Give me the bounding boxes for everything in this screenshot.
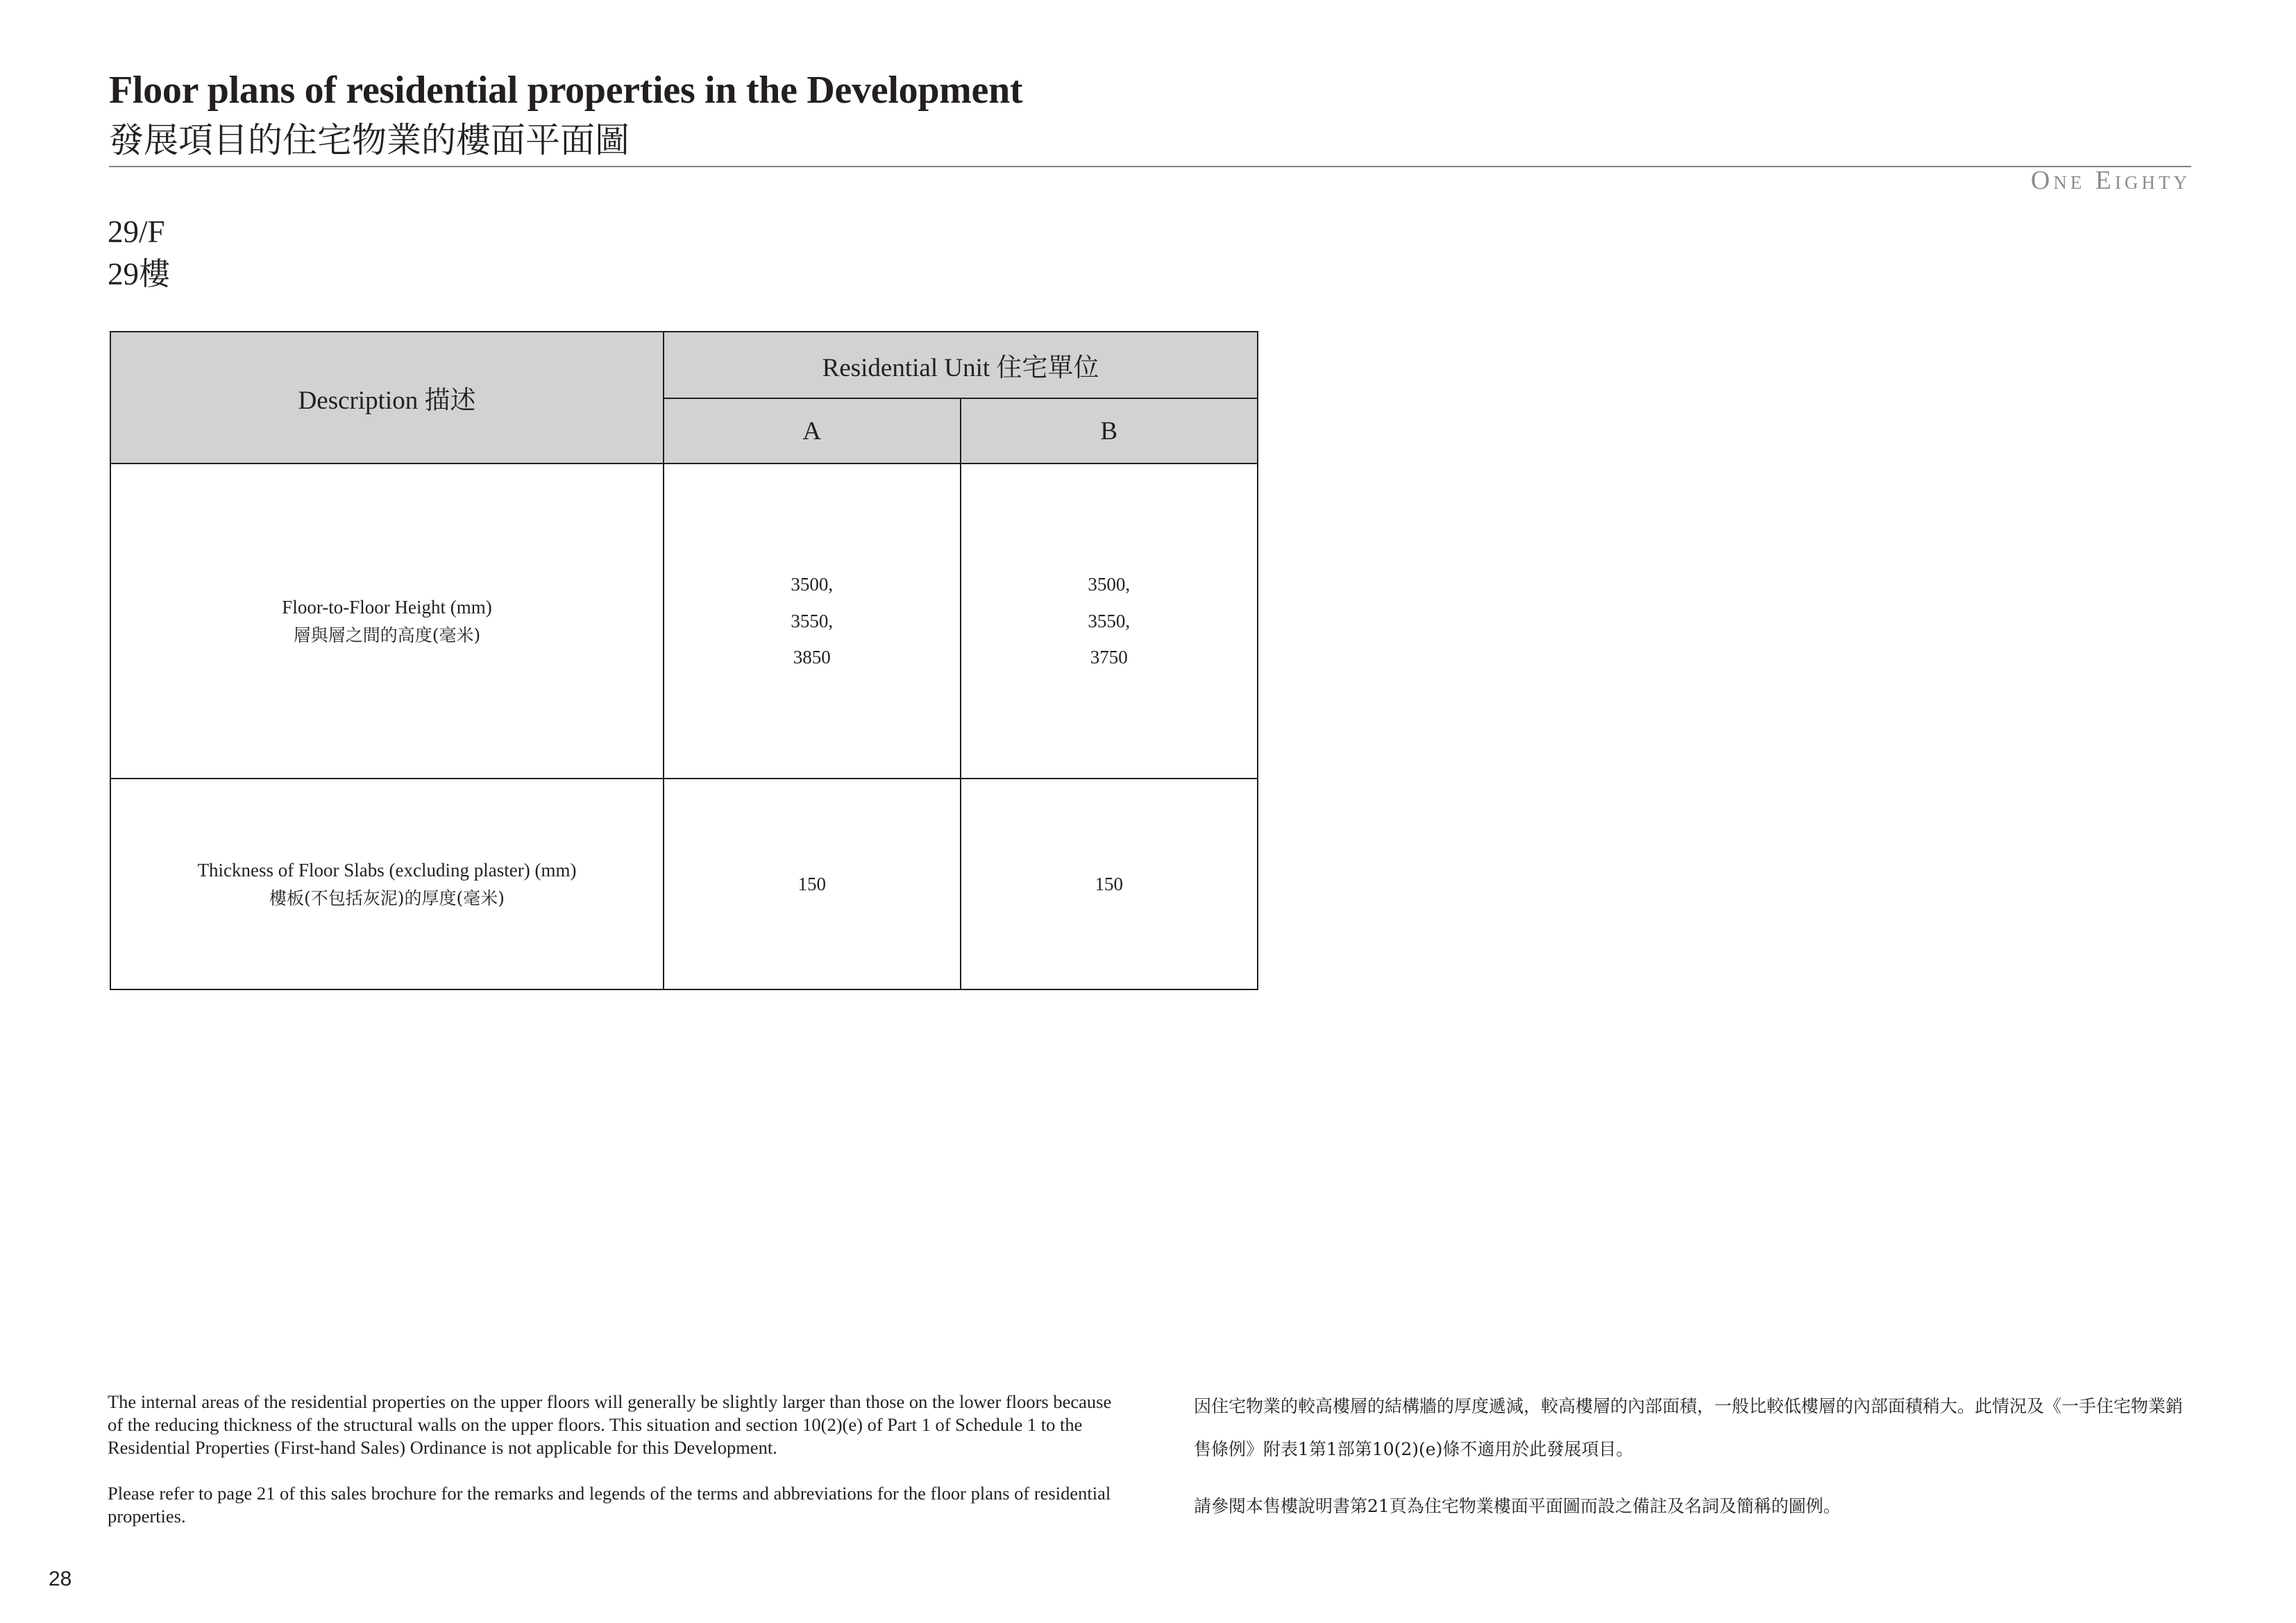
page-title-en: Floor plans of residential properties in the Development: [109, 69, 1023, 112]
row-description-zh: 層與層之間的高度(毫米): [293, 624, 481, 645]
residential-unit-header: Residential Unit 住宅單位: [664, 332, 1258, 398]
notes-chinese: [1194, 1385, 2193, 1528]
value-line: 3550,: [791, 610, 834, 631]
value-line: 150: [797, 873, 827, 894]
table-row: [110, 779, 1258, 989]
note-paragraph: 請參閱本售樓說明書第21頁為住宅物業樓面平面圖而設之備註及名詞及簡稱的圖例。: [1194, 1496, 1841, 1516]
row-description-zh: 樓板(不包括灰泥)的厚度(毫米): [269, 887, 505, 908]
value-line: 150: [1095, 873, 1123, 894]
floor-label-en: 29/F: [108, 214, 165, 249]
header-divider: [109, 166, 2191, 167]
brand-logo: One Eighty: [2030, 166, 2191, 195]
row-description-en: Floor-to-Floor Height (mm): [282, 596, 492, 618]
row-description-en: Thickness of Floor Slabs (excluding plaster) (mm): [197, 859, 577, 881]
unit-b-value: [961, 464, 1258, 779]
unit-a-header: A: [664, 398, 960, 464]
note-paragraph: 因住宅物業的較高樓層的結構牆的厚度遞減，較高樓層的內部面積，一般比較低樓層的內部面積稍大。此情況及《一手住宅物業銷售條例》附表1第1部第10(2)(e)條不適用於此發展項目。: [1194, 1396, 2184, 1459]
page-number: 28: [49, 1567, 72, 1590]
value-line: 3500,: [791, 574, 834, 595]
notes-english: [108, 1391, 1121, 1528]
note-paragraph: Please refer to page 21 of this sales brochure for the remarks and legends of the terms and abbreviations for the floor plans of residential properties.: [108, 1483, 1111, 1527]
table-row: [110, 464, 1258, 779]
floor-label-zh: 29樓: [108, 257, 171, 291]
value-line: 3550,: [1088, 610, 1131, 631]
page-title-zh: 發展項目的住宅物業的樓面平面圖: [109, 120, 630, 160]
value-line: 3750: [1090, 647, 1128, 668]
row-description: [110, 779, 664, 989]
unit-a-value: [664, 779, 960, 989]
value-line: 3500,: [1088, 574, 1131, 595]
floor-spec-table: [110, 331, 1258, 990]
description-header: Description 描述: [110, 332, 664, 464]
unit-b-header: B: [961, 398, 1258, 464]
note-paragraph: The internal areas of the residential properties on the upper floors will generally be slightly larger than those on the lower floors because of the reducing thickness of the structural walls on the upper floors. This situation and section 10(2)(e) of Part 1 of Schedule 1 to the Residential Properties (First-hand Sales) Ordinance is not applicable for this Development.: [108, 1391, 1112, 1458]
unit-b-value: [961, 779, 1258, 989]
row-description: [110, 464, 664, 779]
unit-a-value: [664, 464, 960, 779]
value-line: 3850: [793, 647, 831, 668]
